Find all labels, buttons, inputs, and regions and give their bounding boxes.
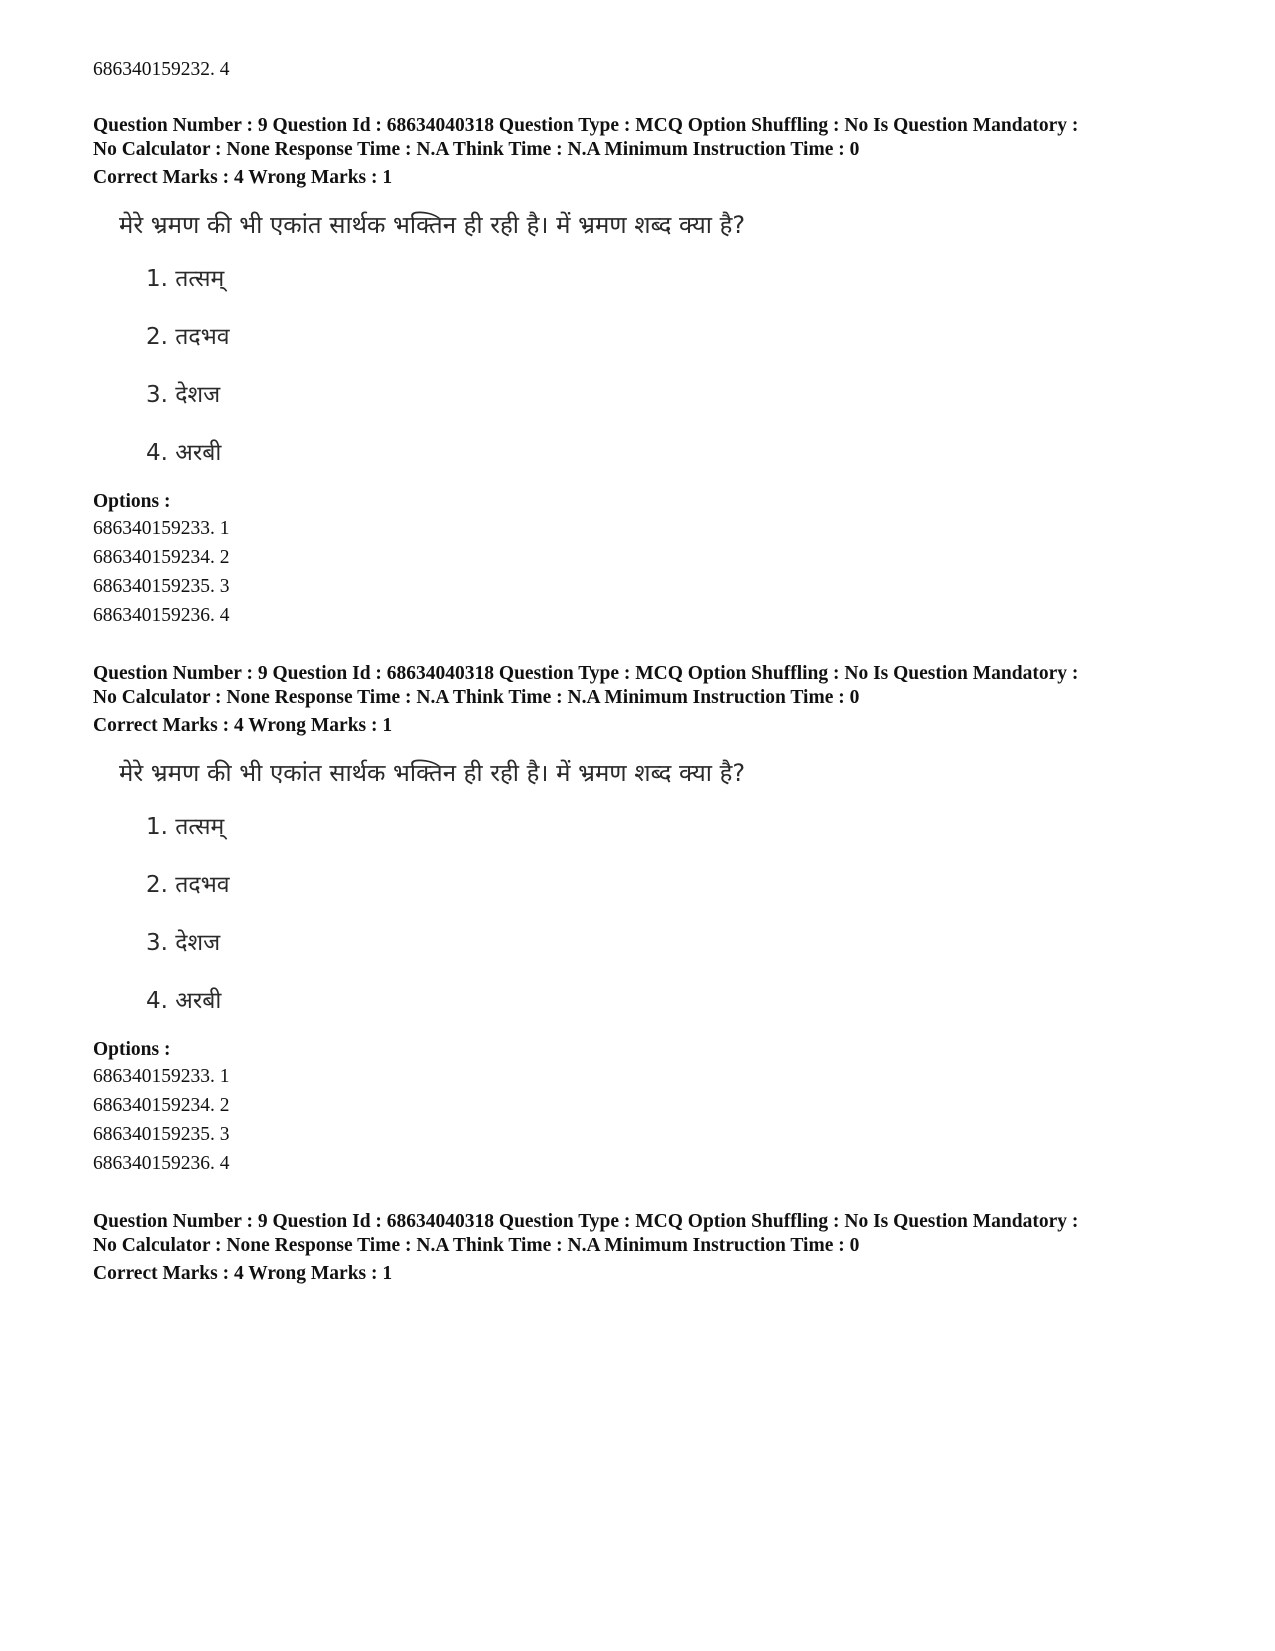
previous-option-line: 686340159232. 4 — [93, 59, 230, 80]
question-choice-4: 4. अरबी — [146, 440, 222, 466]
question-marks: Correct Marks : 4 Wrong Marks : 1 — [93, 715, 393, 736]
option-id-row: 686340159236. 4 — [93, 605, 230, 626]
question-choice-4: 4. अरबी — [146, 988, 222, 1014]
question-meta-line-1: Question Number : 9 Question Id : 68634040318 Question Type : MCQ Option Shuffling : No Is Question Mandatory : — [93, 115, 1079, 136]
question-marks: Correct Marks : 4 Wrong Marks : 1 — [93, 167, 393, 188]
option-id-row: 686340159233. 1 — [93, 518, 230, 539]
question-meta-line-2: No Calculator : None Response Time : N.A Think Time : N.A Minimum Instruction Time : 0 — [93, 1235, 860, 1256]
option-id-row: 686340159235. 3 — [93, 1124, 230, 1145]
question-choice-2: 2. तदभव — [146, 324, 230, 350]
question-choice-3: 3. देशज — [146, 930, 221, 956]
question-meta-line-2: No Calculator : None Response Time : N.A Think Time : N.A Minimum Instruction Time : 0 — [93, 687, 860, 708]
question-block-1 — [93, 114, 1213, 630]
options-label: Options : — [93, 491, 171, 512]
question-meta-line-2: No Calculator : None Response Time : N.A Think Time : N.A Minimum Instruction Time : 0 — [93, 139, 860, 160]
question-block-2 — [93, 662, 1213, 1178]
question-marks: Correct Marks : 4 Wrong Marks : 1 — [93, 1263, 393, 1284]
options-label: Options : — [93, 1039, 171, 1060]
question-content — [119, 756, 1213, 1018]
question-meta-line-1: Question Number : 9 Question Id : 68634040318 Question Type : MCQ Option Shuffling : No Is Question Mandatory : — [93, 1211, 1079, 1232]
question-text: मेरे भ्रमण की भी एकांत सार्थक भक्तिन ही रही है। में भ्रमण शब्द क्या है? — [119, 759, 746, 787]
question-choice-1: 1. तत्सम् — [146, 266, 225, 292]
question-text: मेरे भ्रमण की भी एकांत सार्थक भक्तिन ही रही है। में भ्रमण शब्द क्या है? — [119, 211, 746, 239]
question-meta-line-1: Question Number : 9 Question Id : 68634040318 Question Type : MCQ Option Shuffling : No Is Question Mandatory : — [93, 663, 1079, 684]
option-id-row: 686340159234. 2 — [93, 1095, 230, 1116]
question-content — [119, 208, 1213, 470]
option-id-row: 686340159233. 1 — [93, 1066, 230, 1087]
question-choice-3: 3. देशज — [146, 382, 221, 408]
question-choice-1: 1. तत्सम् — [146, 814, 225, 840]
option-id-row: 686340159234. 2 — [93, 547, 230, 568]
question-block-3 — [93, 1210, 1213, 1286]
option-id-row: 686340159236. 4 — [93, 1153, 230, 1174]
question-choice-2: 2. तदभव — [146, 872, 230, 898]
document-page — [93, 58, 1213, 1286]
option-id-row: 686340159235. 3 — [93, 576, 230, 597]
